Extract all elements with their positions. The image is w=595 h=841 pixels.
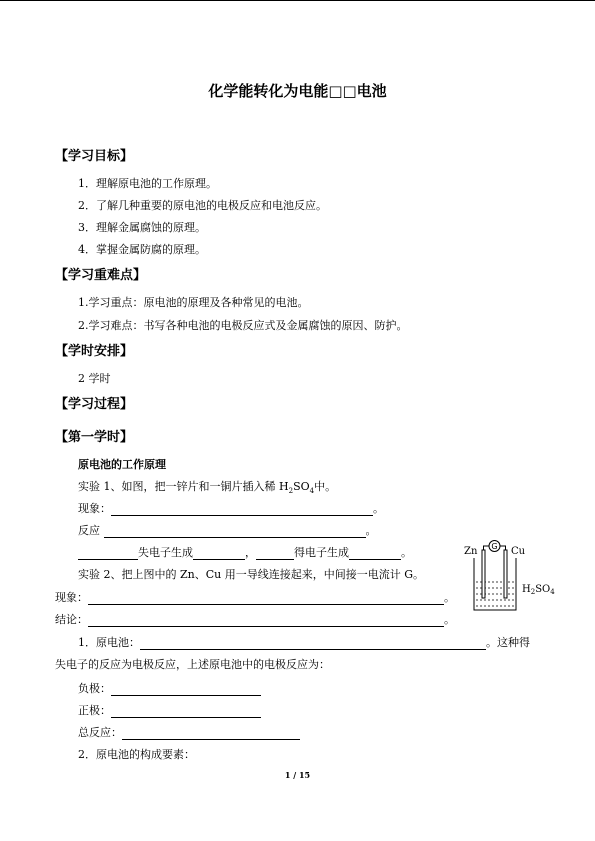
item-1-continuation: 失电子的反应为电极反应，上述原电池中的电极反应为： bbox=[55, 658, 330, 671]
zn-label: Zn bbox=[464, 546, 478, 557]
total-reaction-blank[interactable] bbox=[122, 728, 300, 740]
subheading-principle: 原电池的工作原理 bbox=[78, 458, 166, 471]
negative-electrode-row: 负极： bbox=[78, 680, 261, 696]
reaction-row: 反应 。 bbox=[78, 524, 377, 537]
electron-transfer-row: 失电子生成 ， 得电子生成 。 bbox=[78, 544, 412, 560]
galvanometer-label: G bbox=[491, 542, 498, 551]
section-heading-schedule: 【学时安排】 bbox=[55, 344, 134, 359]
page-title: 化学能转化为电能□□电池 bbox=[208, 82, 387, 100]
experiment-1-text: 实验 1、如图，把一锌片和一铜片插入稀 $H_2SO_4$中。 bbox=[78, 480, 337, 496]
key-point-1: 1.学习重点：原电池的原理及各种常见的电池。 bbox=[78, 296, 309, 309]
page-top-border bbox=[0, 0, 595, 1]
section-heading-goals: 【学习目标】 bbox=[55, 149, 134, 164]
blank-gain-product[interactable] bbox=[349, 548, 401, 560]
total-reaction-row: 总反应： bbox=[78, 724, 300, 740]
page-number: 1 / 15 bbox=[284, 770, 311, 780]
key-point-2: 2.学习难点：书写各种电池的电极反应式及金属腐蚀的原因、防护。 bbox=[78, 319, 408, 332]
cu-label: Cu bbox=[511, 546, 526, 557]
goal-item-3: 3．理解金属腐蚀的原理。 bbox=[78, 221, 206, 234]
goal-item-1: 1．理解原电池的工作原理。 bbox=[78, 177, 217, 190]
goal-item-2: 2．了解几种重要的原电池的电极反应和电池反应。 bbox=[78, 199, 327, 212]
section-heading-first-period: 【第一学时】 bbox=[55, 430, 134, 445]
positive-electrode-row: 正极： bbox=[78, 702, 261, 718]
electrodes bbox=[482, 550, 507, 598]
item-1-row: 1．原电池： 。这种得 bbox=[78, 636, 530, 649]
phenomenon-2-row: 现象： 。 bbox=[55, 591, 455, 604]
item-2-heading: 2．原电池的构成要素： bbox=[78, 748, 195, 761]
galvanic-cell-definition-blank[interactable] bbox=[140, 638, 486, 650]
blank-gain-species[interactable] bbox=[256, 548, 294, 560]
blank-lose-metal[interactable] bbox=[78, 548, 138, 560]
positive-electrode-blank[interactable] bbox=[111, 706, 261, 718]
phenomenon-1-row: 现象： 。 bbox=[78, 502, 384, 515]
conclusion-row: 结论： 。 bbox=[55, 613, 455, 626]
blank-lose-product[interactable] bbox=[193, 548, 245, 560]
galvanic-cell-figure bbox=[458, 536, 568, 614]
acid-label: $H_2SO_4$ bbox=[522, 584, 555, 596]
negative-electrode-blank[interactable] bbox=[111, 684, 261, 696]
reaction-blank[interactable] bbox=[104, 526, 366, 538]
phenomenon-2-blank[interactable] bbox=[88, 593, 444, 605]
phenomenon-1-blank[interactable] bbox=[111, 504, 373, 516]
experiment-2-text: 实验 2、把上图中的 Zn、Cu 用一导线连接起来，中间接一电流计 G。 bbox=[78, 568, 424, 581]
section-heading-process: 【学习过程】 bbox=[55, 397, 134, 412]
conclusion-blank[interactable] bbox=[88, 615, 444, 627]
schedule-text: 2 学时 bbox=[78, 372, 111, 385]
goal-item-4: 4．掌握金属防腐的原理。 bbox=[78, 243, 206, 256]
beaker bbox=[474, 558, 516, 610]
section-heading-key-points: 【学习重难点】 bbox=[55, 268, 147, 283]
